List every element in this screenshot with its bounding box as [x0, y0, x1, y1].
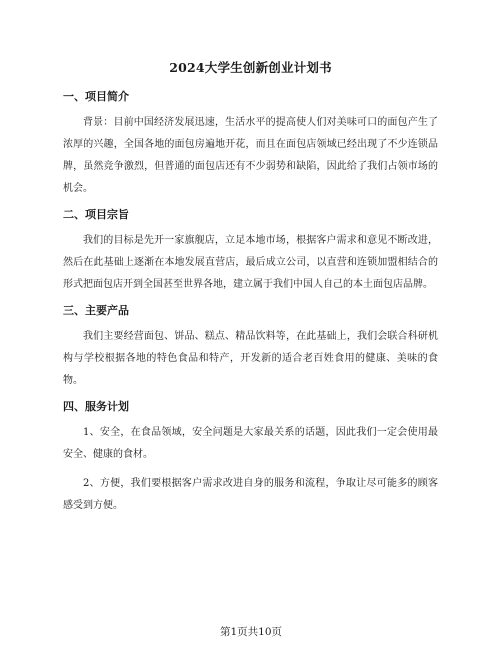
section-paragraph: 我们的目标是先开一家旗舰店，立足本地市场，根据客户需求和意见不断改进，然后在此基础上逐渐在本地发展直营店，最后成立公司，以直营和连锁加盟相结合的形式把面包店开到全国甚至世界各地，建立属于我们中国人自己的本土面包店品牌。: [63, 235, 438, 290]
section-paragraph: 我们主要经营面包、饼品、糕点、精品饮料等，在此基础上，我们会联合科研机构与学校根据各地的特色食品和特产，开发新的适合老百姓食用的健康、美味的食物。: [63, 331, 438, 386]
document-title: 2024大学生创新创业计划书: [169, 60, 332, 75]
section-paragraph: 2、方便，我们要根据客户需求改进自身的服务和流程，争取让尽可能多的顾客感受到方便。: [63, 478, 438, 511]
document-body: [63, 58, 438, 524]
section-heading: 三、主要产品: [63, 304, 129, 317]
section-heading: 四、服务计划: [63, 400, 129, 413]
section-paragraph: 背景：目前中国经济发展迅速，生活水平的提高使人们对美味可口的面包产生了浓厚的兴趣，全国各地的面包房遍地开花，而且在面包店领域已经出现了不少连锁品牌，虽然竞争激烈，但普通的面包店还有不少弱势和缺陷，因此给了我们占领市场的机会。: [63, 117, 438, 194]
section-heading: 二、项目宗旨: [63, 208, 129, 221]
page-number-footer: 第1页共10页: [219, 626, 283, 638]
section-heading: 一、项目简介: [63, 90, 129, 103]
section-paragraph: 1、安全，在食品领域，安全问题是大家最关系的话题，因此我们一定会使用最安全、健康的食材。: [63, 427, 438, 460]
